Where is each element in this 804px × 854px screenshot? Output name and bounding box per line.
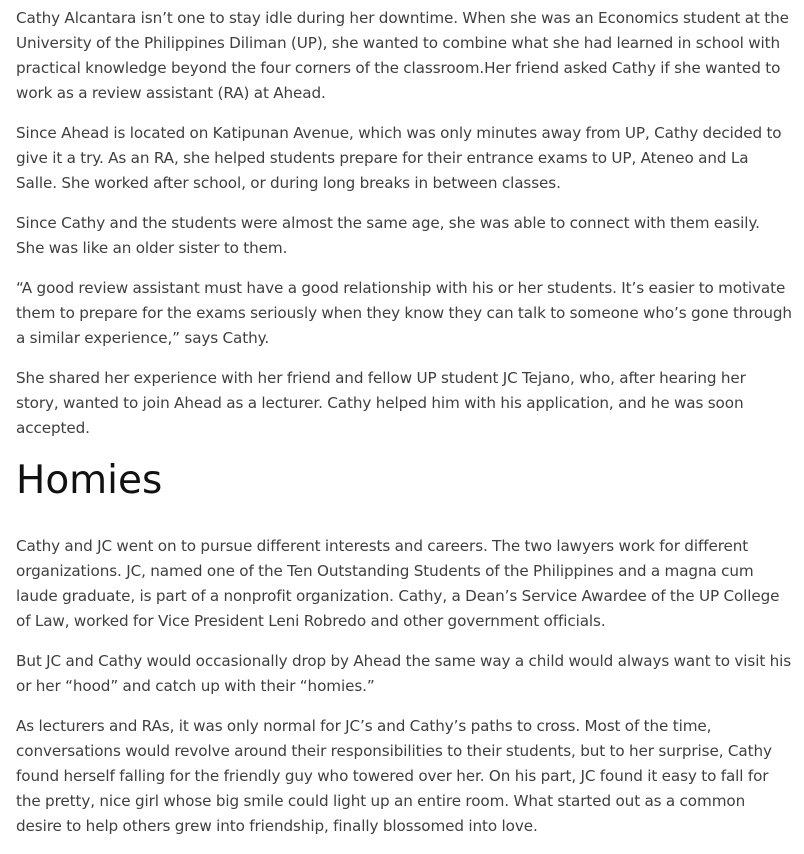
section-heading: Homies bbox=[16, 458, 163, 503]
article-body bbox=[16, 6, 792, 854]
paragraph-quote: “A good review assistant must have a good relationship with his or her students. It’s easier to motivate them to prepare for the exams seriously when they know they can talk to someone who’s gone through a similar experience,” says Cathy. bbox=[16, 279, 792, 347]
paragraph-drop-by: But JC and Cathy would occasionally drop by Ahead the same way a child would always want to visit his or her “hood” and catch up with their “homies.” bbox=[16, 652, 792, 695]
paragraph-katipunan: Since Ahead is located on Katipunan Avenue, which was only minutes away from UP, Cathy decided to give it a try. As an RA, she helped students prepare for their entrance exams to UP, Ateneo and La Salle. She worked after school, or during long breaks in between classes. bbox=[16, 124, 782, 192]
paragraph-intro: Cathy Alcantara isn’t one to stay idle during her downtime. When she was an Economics student at the University of the Philippines Diliman (UP), she wanted to combine what she had learned in school with practical knowledge beyond the four corners of the classroom.Her friend asked Cathy if she wanted to work as a review assistant (RA) at Ahead. bbox=[16, 9, 789, 102]
paragraph-jc-joins: She shared her experience with her friend and fellow UP student JC Tejano, who, after hearing her story, wanted to join Ahead as a lecturer. Cathy helped him with his application, and he was soon accepted. bbox=[16, 369, 746, 437]
paragraph-older-sister: Since Cathy and the students were almost the same age, she was able to connect with them easily. She was like an older sister to them. bbox=[16, 214, 760, 257]
paragraph-love-story: As lecturers and RAs, it was only normal for JC’s and Cathy’s paths to cross. Most of the time, conversations would revolve around their responsibilities to their students, but to her surprise, Cathy found herself falling for the friendly guy who towered over her. On his part, JC found it easy to fall for the pretty, nice girl whose big smile could light up an entire room. What started out as a common desire to help others grew into friendship, finally blossomed into love. bbox=[16, 717, 772, 835]
paragraph-careers: Cathy and JC went on to pursue different interests and careers. The two lawyers work for different organizations. JC, named one of the Ten Outstanding Students of the Philippines and a magna cum laude graduate, is part of a nonprofit organization. Cathy, a Dean’s Service Awardee of the UP College of Law, worked for Vice President Leni Robredo and other government officials. bbox=[16, 537, 780, 630]
